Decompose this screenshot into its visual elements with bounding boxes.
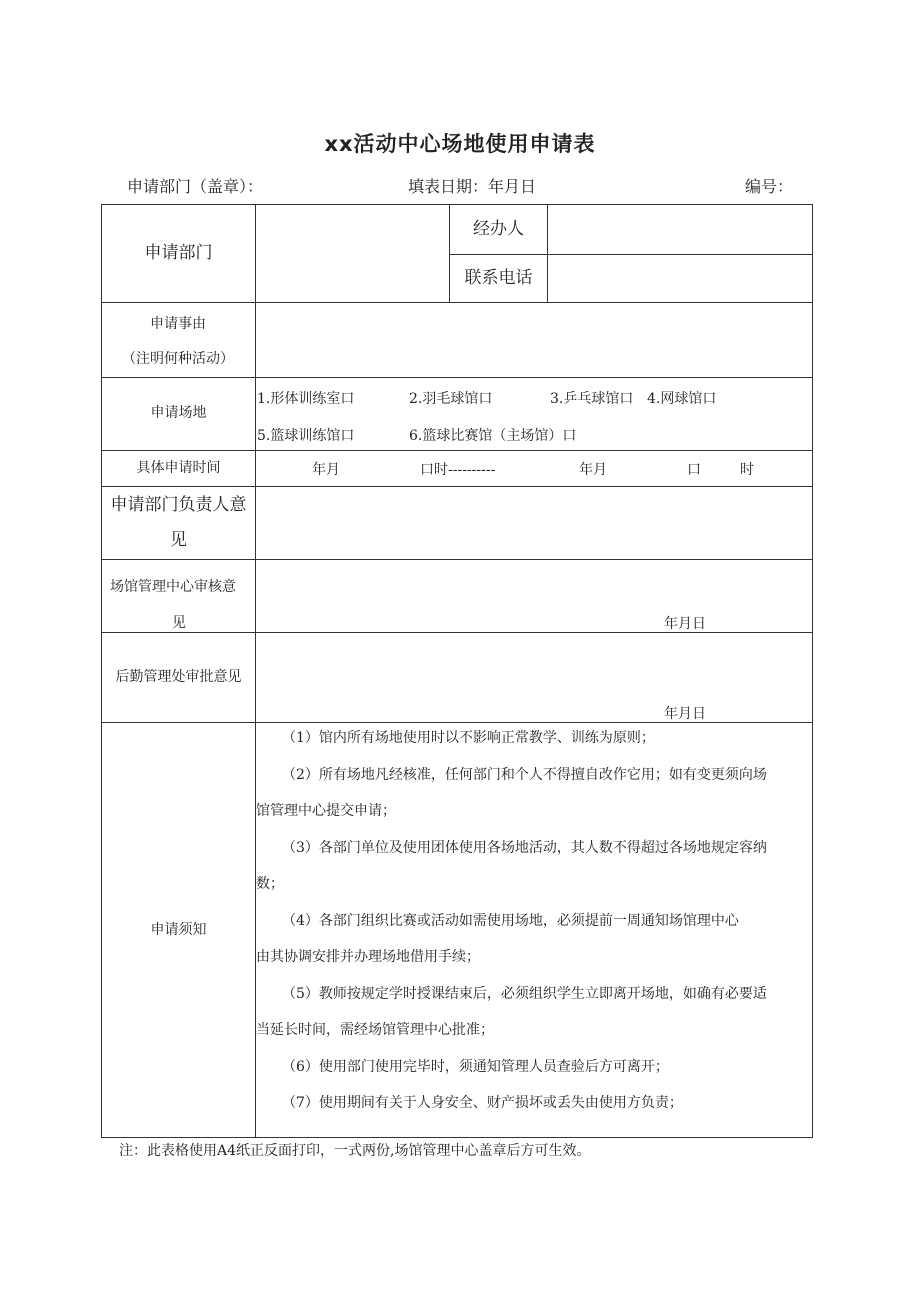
time-label: 具体申请时间 — [136, 459, 221, 476]
venue-option-5[interactable]: 5.篮球训练馆口 — [257, 428, 355, 444]
time-end-day[interactable]: 口 — [687, 462, 701, 478]
venue-center-label: 场馆管理中心审核意 — [110, 579, 236, 595]
phone-label: 联系电话 — [464, 267, 533, 288]
time-start-hour[interactable]: 口时---------- — [420, 462, 496, 478]
time-start-date[interactable]: 年月 — [312, 462, 340, 478]
reason-label: 申请事由 — [150, 316, 206, 332]
application-form-table — [101, 204, 813, 1138]
notice-item-3: （3）各部门单位及使用团体使用各场地活动，其人数不得超过各场地规定容纳 — [282, 839, 767, 856]
fill-date-label: 填表日期：年月日 — [408, 177, 537, 196]
notice-item-5-cont: 当延长时间，需经场馆管理中心批准； — [256, 1022, 494, 1038]
dept-seal-label: 申请部门（盖章）： — [127, 177, 264, 196]
form-title: xx活动中心场地使用申请表 — [324, 132, 596, 156]
phone-input[interactable] — [548, 255, 813, 302]
venue-center-input[interactable] — [256, 560, 813, 610]
notice-item-4: （4）各部门组织比赛或活动如需使用场地，必须提前一周通知场馆理中心 — [282, 912, 739, 929]
time-end-hour[interactable]: 时 — [740, 462, 754, 478]
logistics-input[interactable] — [256, 633, 813, 693]
logistics-date: 年月日 — [664, 706, 706, 722]
venue-option-6[interactable]: 6.篮球比赛馆（主场馆）口 — [409, 428, 577, 444]
notice-item-6: （6）使用部门使用完毕时，须通知管理人员查验后方可离开； — [282, 1058, 669, 1075]
dept-head-label: 申请部门负责人意见 — [110, 495, 247, 550]
venue-center-date: 年月日 — [664, 616, 706, 632]
venue-option-3[interactable]: 3.乒乓球馆口 — [550, 391, 634, 407]
handler-input[interactable] — [548, 205, 813, 254]
handler-label: 经办人 — [473, 218, 524, 239]
logistics-label: 后勤管理处审批意见 — [115, 668, 242, 685]
notice-item-2: （2）所有场地凡经核准，任何部门和个人不得擅自改作它用；如有变更须向场 — [282, 766, 767, 783]
notice-text — [256, 720, 811, 1122]
notice-label: 申请须知 — [150, 921, 207, 938]
serial-no-label: 编号： — [745, 177, 794, 196]
venue-option-1[interactable]: 1.形体训练室口 — [257, 391, 355, 407]
venue-option-4[interactable]: 4.网球馆口 — [647, 391, 717, 407]
reason-input[interactable] — [256, 303, 813, 377]
dept-head-input[interactable] — [256, 487, 813, 559]
venue-label: 申请场地 — [150, 405, 207, 422]
notice-item-7: （7）使用期间有关于人身安全、财产损坏或丢失由使用方负责； — [282, 1095, 683, 1111]
notice-item-2-cont: 馆管理中心提交申请； — [256, 803, 396, 819]
notice-item-4-cont: 由其协调安排并办理场地借用手续； — [256, 949, 480, 965]
reason-note: （注明何种活动） — [122, 351, 234, 367]
venue-option-2[interactable]: 2.羽毛球馆口 — [409, 391, 493, 407]
footer-note: 注：此表格使用A4纸正反面打印，一式两份,场馆管理中心盖章后方可生效。 — [119, 1143, 591, 1159]
notice-item-5: （5）教师按规定学时授课结束后，必须组织学生立即离开场地，如确有必要适 — [282, 985, 767, 1002]
dept-input[interactable] — [256, 205, 449, 302]
notice-item-1: （1）馆内所有场地使用时以不影响正常教学、训练为原则； — [282, 730, 655, 746]
notice-item-3-cont: 数； — [256, 876, 284, 892]
venue-center-label-cont: 见 — [172, 615, 186, 631]
time-end-date[interactable]: 年月 — [579, 462, 607, 478]
dept-label: 申请部门 — [144, 242, 213, 263]
